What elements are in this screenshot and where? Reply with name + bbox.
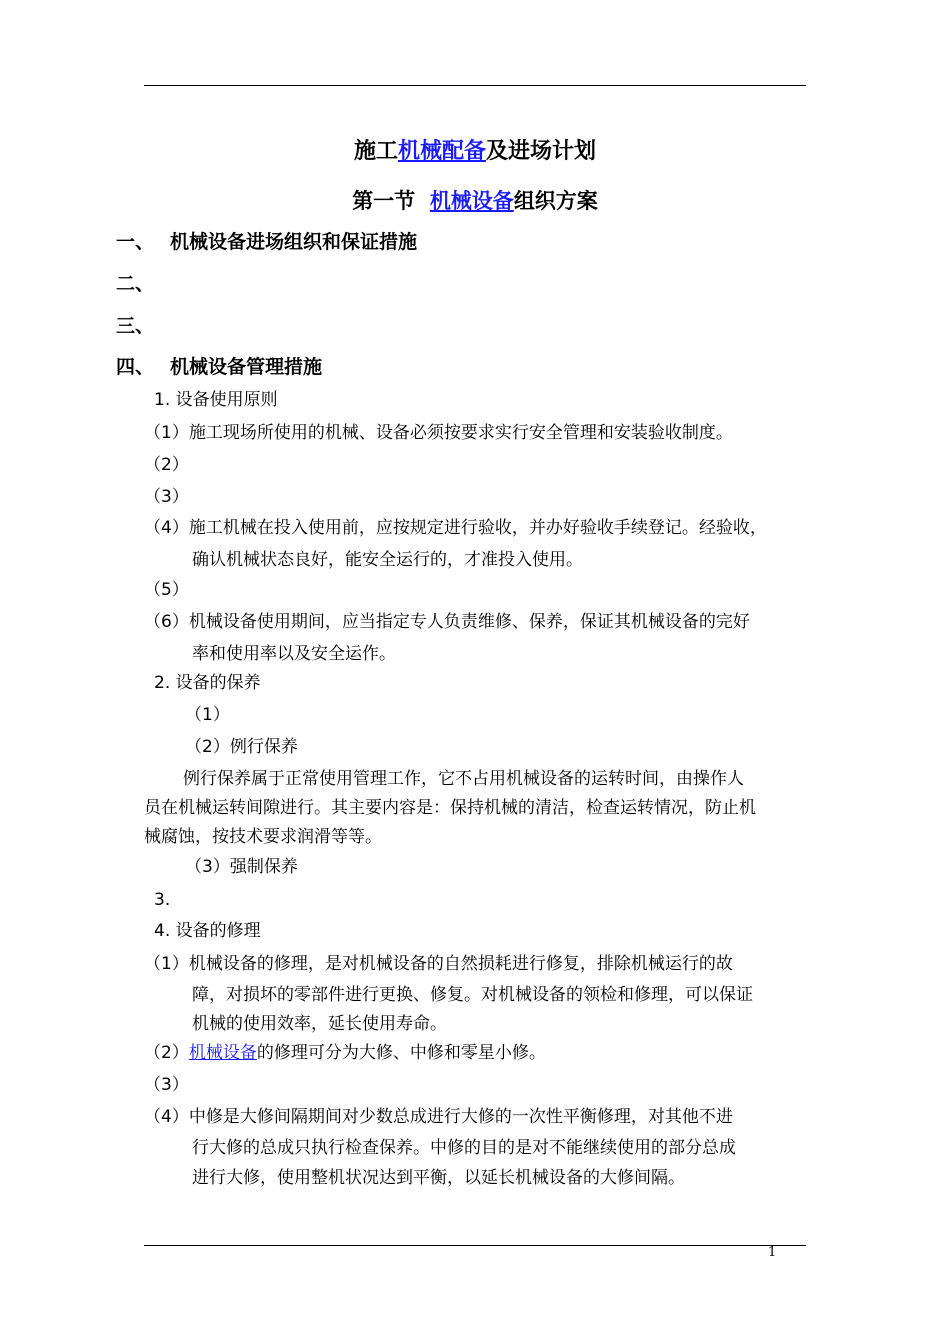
machine-equipment-link[interactable]: 机械设备 xyxy=(188,1043,257,1063)
list-item: （1） xyxy=(185,705,230,725)
footer-rule xyxy=(144,1245,806,1246)
heading-1 xyxy=(116,229,417,255)
list-item-continuation: 率和使用率以及安全运作。 xyxy=(192,644,396,664)
list-item: （6）机械设备使用期间，应当指定专人负责维修、保养，保证其机械设备的完好 xyxy=(144,612,750,632)
list-item: （5） xyxy=(144,580,189,600)
list-item-continuation: 行大修的总成只执行检查保养。中修的目的是对不能继续使用的部分总成 xyxy=(192,1138,736,1158)
paragraph-line: 员在机械运转间隙进行。其主要内容是：保持机械的清洁，检查运转情况，防止机 xyxy=(144,798,756,818)
list-item: （3） xyxy=(144,1075,189,1095)
title-text-2: 及进场计划 xyxy=(486,139,597,164)
header-rule xyxy=(144,85,806,86)
title-text-1: 施工 xyxy=(353,139,398,164)
list-item: （1）机械设备的修理，是对机械设备的自然损耗进行修复，排除机械运行的故 xyxy=(144,954,733,974)
list-item: （3） xyxy=(144,487,189,507)
list-item-continuation: 机械的使用效率，延长使用寿命。 xyxy=(192,1014,447,1034)
heading-3 xyxy=(116,313,170,339)
heading-2-number: 二、 xyxy=(116,273,155,295)
heading-4 xyxy=(116,354,322,380)
document-title xyxy=(0,137,950,167)
section-title-text-2: 组织方案 xyxy=(513,189,598,213)
section-title-text-1: 第一节 xyxy=(352,189,430,213)
paragraph-line: 械腐蚀，按技术要求润滑等等。 xyxy=(144,827,382,847)
heading-1-number: 一、 xyxy=(116,231,155,253)
section-title xyxy=(0,186,950,216)
subsection-2-title: 2. 设备的保养 xyxy=(154,673,261,693)
list-item: （2） xyxy=(144,455,189,475)
heading-4-number: 四、 xyxy=(116,356,155,378)
list-item: （2）例行保养 xyxy=(185,737,298,757)
title-link-machine-equipment[interactable]: 机械配备 xyxy=(397,139,486,164)
paragraph-line: 例行保养属于正常使用管理工作，它不占用机械设备的运转时间，由操作人 xyxy=(183,769,744,789)
list-item-continuation: 障，对损坏的零部件进行更换、修复。对机械设备的领检和修理，可以保证 xyxy=(192,985,753,1005)
list-item-continuation: 进行大修，使用整机状况达到平衡，以延长机械设备的大修间隔。 xyxy=(192,1168,685,1188)
heading-2 xyxy=(116,271,170,297)
subsection-4-title: 4. 设备的修理 xyxy=(154,921,261,941)
list-item: （4）中修是大修间隔期间对少数总成进行大修的一次性平衡修理，对其他不进 xyxy=(144,1107,733,1127)
list-item: （4）施工机械在投入使用前，应按规定进行验收，并办好验收手续登记。经验收， xyxy=(144,518,767,538)
subsection-3-title: 3. xyxy=(154,890,171,910)
heading-3-number: 三、 xyxy=(116,315,155,337)
list-item-prefix: （2） xyxy=(144,1043,189,1063)
heading-4-text: 机械设备管理措施 xyxy=(170,356,323,378)
list-item-continuation: 确认机械状态良好，能安全运行的，才准投入使用。 xyxy=(192,550,583,570)
heading-1-text: 机械设备进场组织和保证措施 xyxy=(170,231,418,253)
section-title-link[interactable]: 机械设备 xyxy=(429,189,514,213)
list-item: （3）强制保养 xyxy=(185,857,298,877)
list-item xyxy=(144,1041,546,1065)
list-item: （1）施工现场所使用的机械、设备必须按要求实行安全管理和安装验收制度。 xyxy=(144,423,733,443)
page-number: 1 xyxy=(768,1245,777,1260)
subsection-1-title: 1. 设备使用原则 xyxy=(154,390,278,410)
list-item-text: 的修理可分为大修、中修和零星小修。 xyxy=(256,1043,546,1063)
